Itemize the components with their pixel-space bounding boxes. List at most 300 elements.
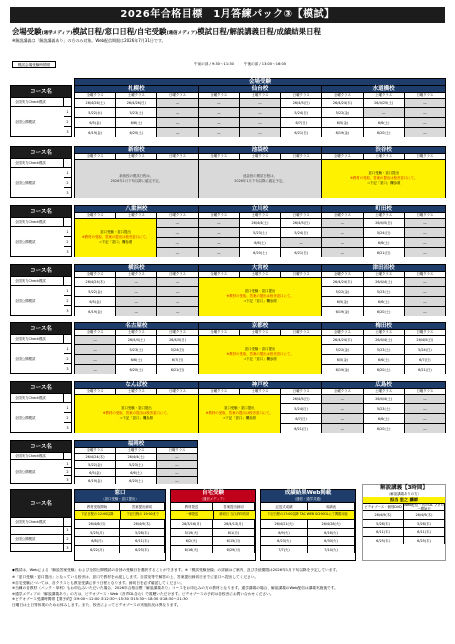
date-cell: 5/24(日) (281, 403, 322, 413)
date-cell: ― (157, 287, 197, 296)
subheader: 下記日程の 19:00まで (126, 511, 159, 516)
course-number: 3 (63, 476, 71, 483)
date-row (322, 286, 445, 296)
date-cell: ― (322, 248, 363, 257)
date-cell: 26/4/4(土) (364, 278, 405, 287)
venue-column (74, 85, 199, 137)
course-number: 2 (63, 413, 71, 422)
date-cell: ― (405, 404, 445, 413)
date-row (322, 127, 445, 137)
date-cell: 6/20(土) (116, 365, 157, 374)
bottom-table-madoguchi (74, 489, 166, 561)
bottom-table-seiseki (260, 489, 356, 561)
date-cell: 5/23(土) (240, 228, 281, 237)
morning-slot: 午前の部 / 9:30～11:30 (194, 62, 234, 66)
tbd-note (199, 159, 322, 199)
teacher-label: 担当 里之 講師 (363, 497, 445, 503)
course-merged-label: 全国公開模試 (10, 107, 64, 137)
venue-block (10, 381, 446, 433)
course-number (63, 335, 71, 344)
bottom-table-title: 窓口 (75, 490, 165, 497)
date-cell: ― (405, 228, 445, 237)
date-row (363, 527, 445, 536)
heading-part: 模試日程/解説講義日程/成績結果日程 (197, 27, 321, 36)
bottom-table-kaisetsu (362, 484, 446, 561)
class-label: 日曜クラス (405, 330, 445, 335)
date-cell: ― (199, 99, 240, 108)
date-cell: ― (157, 307, 197, 316)
date-cell: ― (405, 297, 445, 306)
column-header: 教材受取開始 (75, 503, 120, 510)
date-cell: 5/19(火) (171, 529, 213, 537)
date-cell: ― (405, 128, 445, 137)
date-row (75, 107, 198, 117)
venue-name: 池袋校 (199, 146, 322, 153)
date-cell: 26/4/9(木) (363, 511, 404, 519)
date-cell: 5/24(日) (364, 228, 405, 237)
date-cell: ― (157, 469, 197, 476)
class-label: 全曜クラス (322, 213, 363, 218)
column-headers (171, 502, 255, 510)
venue-name: なんば校 (75, 381, 198, 388)
venue-block (10, 322, 446, 374)
date-row (322, 413, 445, 423)
window-ref: ⇒下記「窓口」欄参照 (222, 416, 256, 421)
class-label: 全曜クラス (199, 93, 240, 98)
class-label: 全曜クラス (75, 448, 116, 453)
venue-column (199, 264, 323, 316)
course-number: 3 (63, 306, 71, 315)
window-ref: ⇒下記「窓口」欄参照 (243, 357, 277, 362)
course-number (63, 453, 71, 460)
date-row (322, 237, 445, 247)
date-row (171, 519, 255, 528)
date-cell: 26/4/24(木) (322, 99, 363, 108)
date-cell: 6/16(火) (171, 546, 213, 554)
date-cell: 6/25(木) (363, 537, 404, 545)
date-cell: ― (157, 227, 198, 237)
footnote-line: ※通学メディアの「解説講義あり」の方は、ビデオブース・Web（音声DL含む）で視聴いただけます。ビデオブースの予約は各校舎にお問い合わせください。 (12, 591, 274, 596)
window-text: ※教材の受取、答案の提出は校舎窓口にて。 (226, 294, 294, 299)
class-label: 土曜クラス (116, 93, 157, 98)
sunday-column (281, 395, 322, 434)
window-ref: ⇒下記「窓口」欄参照 (119, 416, 154, 421)
date-cell: ― (240, 118, 281, 127)
date-cell: ― (240, 99, 281, 108)
heading-part: 会場受験 (12, 27, 42, 36)
date-cell: ― (199, 219, 240, 228)
date-cell: 26/4/4(土) (364, 395, 405, 404)
venue-column (74, 264, 199, 316)
class-label: 土曜クラス (240, 154, 281, 159)
venue-grid (74, 440, 198, 484)
date-cell: 6/20(土) (364, 307, 405, 316)
venue-column (74, 381, 199, 433)
class-label: 日曜クラス (281, 272, 321, 277)
date-cell: ― (405, 248, 445, 257)
date-cell: 6/15(月) (213, 537, 255, 545)
date-row (75, 536, 165, 545)
venue-block (10, 78, 446, 137)
window-text: ※教材の受取、答案の提出は校舎窓口にて。 (102, 411, 170, 416)
date-cell: ― (405, 118, 445, 127)
class-label: 土曜クラス (240, 213, 281, 218)
date-row (199, 227, 322, 237)
course-row (10, 335, 72, 345)
date-row (363, 536, 445, 545)
venue-column (322, 85, 446, 137)
date-cell: 26/4/25(土) (364, 99, 405, 108)
class-label: 日曜クラス (281, 93, 321, 98)
course-number: 3 (63, 127, 71, 136)
date-row (199, 247, 322, 257)
venue-name: 名古屋校 (75, 322, 198, 329)
date-row (199, 218, 322, 228)
window-notice (199, 277, 322, 317)
date-cell: 6/21(日) (281, 423, 322, 433)
date-cell: ― (157, 219, 198, 228)
date-cell: 6/6(土) (364, 297, 405, 306)
date-cell: 6/5(金) (322, 118, 363, 127)
venue-name: 横浜校 (75, 264, 198, 271)
date-row (199, 98, 322, 108)
date-cell: 26/4/5(日) (292, 397, 310, 402)
date-row (75, 460, 197, 468)
date-cell: 6/2(火) (171, 537, 213, 545)
venue-column (322, 322, 446, 374)
date-cell: 26/4/24(木) (75, 278, 116, 287)
class-label: 土曜クラス (116, 154, 157, 159)
course-column (10, 78, 72, 137)
date-row (261, 528, 355, 537)
date-cell: ― (405, 395, 445, 404)
mixed-cell (75, 218, 198, 258)
date-cell: 5/23(土) (364, 345, 405, 354)
date-row (75, 364, 198, 374)
venue-column (322, 381, 446, 433)
subheader: 下記日程の17:00以降 TAC WEB SCHOOLにて閲覧可能 (261, 511, 355, 519)
date-cell: ― (157, 108, 197, 117)
date-cell: ― (199, 108, 240, 117)
venue-name: 八重洲校 (75, 205, 198, 212)
course-number: 2 (63, 296, 71, 305)
date-row (261, 519, 355, 528)
class-label: 土曜クラス (116, 330, 157, 335)
date-cell: 6/25(木) (404, 537, 445, 545)
class-label: 土曜クラス (364, 154, 405, 159)
bottom-table-title: 解説講義【3時間】 (363, 485, 445, 492)
bottom-table-jitaku (170, 489, 256, 561)
date-row (75, 453, 197, 461)
column-header: Web配信・音声DL フォロー開始日 (404, 503, 444, 511)
date-cell: 26/4/28(火) (308, 520, 355, 528)
date-cell: 6/7(日) (295, 121, 307, 126)
course-number: 1 (63, 107, 71, 116)
subheader: 締切日 当日消印有効 (219, 511, 250, 516)
class-label: 日曜クラス (405, 272, 445, 277)
window-notice (199, 335, 322, 375)
date-cell: 26/4/4(土) (116, 336, 157, 345)
date-cell: 26/4/5(日) (169, 338, 187, 343)
venue-grid (74, 85, 446, 137)
date-cell: ― (199, 128, 240, 137)
date-cell: 6/11(木) (404, 528, 445, 536)
bottom-table-title: 成績結果Web掲載 (261, 490, 355, 497)
date-row (75, 545, 165, 554)
date-row (75, 306, 198, 316)
course-number: 2 (63, 354, 71, 363)
date-cell: 6/21(日) (364, 248, 405, 257)
date-row (322, 296, 445, 306)
date-row (75, 277, 198, 287)
date-cell: 6/7(日) (419, 358, 431, 363)
date-cell: ― (75, 336, 116, 345)
date-cell: ― (322, 395, 363, 404)
course-merged-label: 全国公開模試 (10, 227, 64, 257)
course-number: 1 (63, 403, 71, 412)
date-cell: ― (157, 99, 197, 108)
course-number (63, 277, 71, 286)
date-cell: 6/6(土) (364, 118, 405, 127)
date-row (75, 528, 165, 537)
date-row (322, 335, 445, 345)
tbd-text: 池袋校の模試日程は、 (243, 173, 277, 178)
window-title: 窓口受験・窓口提出 (244, 289, 276, 294)
date-cell: ― (157, 454, 197, 461)
venue-grid (74, 146, 446, 198)
footnote-line: 日曜日は土日等休業のためお休みします。また、校舎によってビデオブースの実施状況は異なります。 (12, 603, 181, 607)
course-number: 1 (63, 344, 71, 353)
course-head: コース名 (10, 85, 72, 98)
column-header: 教材発送 (171, 503, 213, 510)
date-cell: 6/6(土) (240, 238, 281, 247)
date-cell: ― (116, 278, 157, 287)
course-number: 1 (63, 460, 71, 467)
course-merged-label: 全国公開模試 (10, 460, 64, 484)
date-cell: 6/20(土) (116, 128, 157, 137)
bottom-table-subtitle: （窓口受験・窓口提出） (75, 497, 165, 502)
date-cell: ― (322, 404, 363, 413)
venue-column (74, 322, 199, 374)
class-label: 土曜クラス (116, 272, 157, 277)
date-row (75, 468, 197, 476)
class-label: 全曜クラス (199, 154, 240, 159)
course-number: 1 (63, 286, 71, 295)
date-row (322, 117, 445, 127)
class-label: 全曜クラス (75, 93, 116, 98)
class-label: 日曜クラス (281, 389, 321, 394)
venue-block (10, 440, 446, 484)
date-row (322, 107, 445, 117)
date-cell: 6/21(日) (294, 251, 309, 256)
date-row (75, 296, 198, 306)
class-label: 日曜クラス (405, 93, 445, 98)
date-cell: 6/6(土) (364, 414, 405, 423)
date-row (75, 127, 198, 137)
date-row (75, 335, 198, 345)
venue-name: 広島校 (322, 381, 445, 388)
venue-column (322, 146, 446, 198)
section-heading: 会場受験 (74, 78, 446, 85)
class-label: 土曜クラス (364, 272, 405, 277)
course-merged-label: 全国公開模試 (10, 344, 64, 374)
course-number: 2 (63, 178, 71, 187)
venue-name: 渋谷校 (322, 146, 445, 153)
class-label: 日曜クラス (157, 389, 197, 394)
course-name: 全国実力Check模試 (15, 454, 46, 459)
course-row (10, 159, 72, 169)
date-cell: 6/21(日) (170, 368, 185, 373)
date-cell: ― (322, 414, 363, 423)
column-subheaders (75, 510, 165, 519)
date-row (75, 476, 197, 484)
venue-column (199, 85, 323, 137)
course-row: 全国実力Check模試 (10, 518, 72, 527)
date-cell: 6/6(土) (364, 238, 405, 247)
venue-name: 新宿校 (75, 146, 198, 153)
window-text: ※教材の受取、答案の提出は校舎窓口にて。 (226, 352, 294, 357)
date-cell: 6/6(土) (116, 118, 157, 127)
date-cell: 26/4/4(土) (240, 219, 281, 228)
venue-column (199, 381, 323, 433)
date-row (322, 277, 445, 287)
date-cell: 5/22(金) (322, 108, 363, 117)
date-row (322, 344, 445, 354)
date-row (322, 423, 445, 433)
class-label: 全曜クラス (322, 389, 363, 394)
bottom-table-subtitle: （解説講義ありの方） (363, 492, 445, 497)
venue-column (74, 205, 199, 257)
class-label: 土曜クラス (364, 213, 405, 218)
date-cell: 6/19(金) (75, 307, 116, 316)
date-cell: 6/23(火) (261, 537, 308, 545)
date-cell: 26/4/5(日) (364, 219, 405, 228)
date-cell: ― (240, 128, 281, 137)
course-number: 3 (63, 364, 71, 373)
venue-name: 大宮校 (199, 264, 322, 271)
venue-column (322, 205, 446, 257)
date-row (322, 98, 445, 108)
date-cell: 7/7(火) (261, 546, 308, 554)
heading-part-small: (通信メディア) (166, 31, 198, 36)
course-column (10, 381, 72, 433)
class-label: 全曜クラス (199, 213, 240, 218)
date-row (199, 107, 322, 117)
date-cell: 26/4/6(月) (75, 520, 120, 528)
column-header: 答案提出締切 (213, 503, 255, 510)
date-cell: 6/20(土) (364, 424, 405, 433)
class-label: 全曜クラス (199, 272, 240, 277)
date-cell: 6/19(金) (322, 128, 363, 137)
date-cell: 6/11(木) (363, 528, 404, 536)
date-cell: 26/4/9(木) (404, 511, 445, 519)
venue-grid (74, 205, 446, 257)
date-cell: 6/29(月) (213, 546, 255, 554)
class-label: 土曜クラス (364, 93, 405, 98)
course-number (63, 159, 71, 168)
date-row (363, 510, 445, 519)
venue-column (199, 205, 323, 257)
venue-block (10, 205, 446, 257)
date-cell: ― (405, 99, 445, 108)
class-label: 日曜クラス (157, 272, 197, 277)
date-row (261, 536, 355, 545)
course-row: 全国公開模試 2 (10, 535, 72, 544)
window-title: 窓口受験・窓口提出 (223, 406, 255, 411)
date-row (322, 247, 445, 257)
venue-block (10, 146, 446, 198)
course-name: 全国実力Check模試 (15, 161, 46, 166)
class-label: 土曜クラス (240, 389, 281, 394)
window-notice (75, 394, 198, 434)
sunday-column (157, 219, 198, 258)
bottom-table-subtitle: （通信・通学共通） (261, 497, 355, 502)
venue-name: 神戸校 (199, 381, 322, 388)
course-merged-label: 全国公開模試 (10, 168, 64, 198)
course-merged-label: 全国公開模試 (10, 403, 64, 433)
venue-grid (74, 322, 446, 374)
course-number: 3 (63, 423, 71, 432)
date-row (199, 117, 322, 127)
date-row (322, 354, 445, 364)
class-label: 全曜クラス (75, 213, 116, 218)
window-ref: ⇒下記「窓口」欄参照 (243, 299, 277, 304)
date-cell: 5/22(金) (322, 345, 363, 354)
window-notice (75, 219, 157, 258)
course-row (10, 218, 72, 228)
venue-time-label: 模試会場受験時間帯 (12, 61, 56, 68)
date-cell: ― (322, 228, 363, 237)
date-cell: 5/22(金) (75, 461, 116, 468)
date-cell: 26/4/5(日) (292, 101, 310, 106)
course-row (10, 277, 72, 287)
class-label: 全曜クラス (322, 93, 363, 98)
date-cell: ― (157, 297, 197, 306)
date-cell: ― (405, 108, 445, 117)
date-cell: 26/4/4(土) (364, 336, 405, 345)
venue-column (322, 264, 446, 316)
venue-column (74, 146, 199, 198)
date-cell: 6/5(金) (322, 297, 363, 306)
class-label: 土曜クラス (116, 213, 157, 218)
date-cell: 6/19(金) (75, 128, 116, 137)
date-cell: 6/19(金) (322, 365, 363, 374)
course-number: 3 (63, 247, 71, 256)
course-name: 全国実力Check模試 (15, 100, 46, 105)
course-row (10, 394, 72, 404)
date-cell: 26/4/13(月) (213, 520, 255, 528)
date-cell: 26/4/21(火) (261, 520, 308, 528)
course-head: コース名 (10, 322, 72, 335)
date-cell: 26/4/26(日) (116, 99, 157, 108)
date-cell: 26/4/24(木) (322, 278, 363, 287)
date-cell: 5/22(金) (75, 287, 116, 296)
bottom-table-subtitle: （通信メディア） (171, 497, 255, 502)
date-cell: ― (322, 238, 363, 247)
class-label: 日曜クラス (157, 448, 197, 453)
date-cell: 6/19(金) (322, 307, 363, 316)
heading-part-small: (通学メディア) (41, 31, 73, 36)
date-cell: ― (364, 108, 405, 117)
column-header: 答案提出締切 (120, 503, 165, 510)
date-cell: ― (157, 278, 197, 287)
window-notice (199, 395, 281, 434)
date-row (75, 519, 165, 528)
page-title: 2026年合格目標 1月答練パック③【模試】 (10, 7, 445, 23)
date-cell: 26/4/24(木) (75, 454, 116, 461)
date-cell: 6/21(日) (418, 368, 432, 373)
subheader: 一律発送 (171, 511, 214, 519)
